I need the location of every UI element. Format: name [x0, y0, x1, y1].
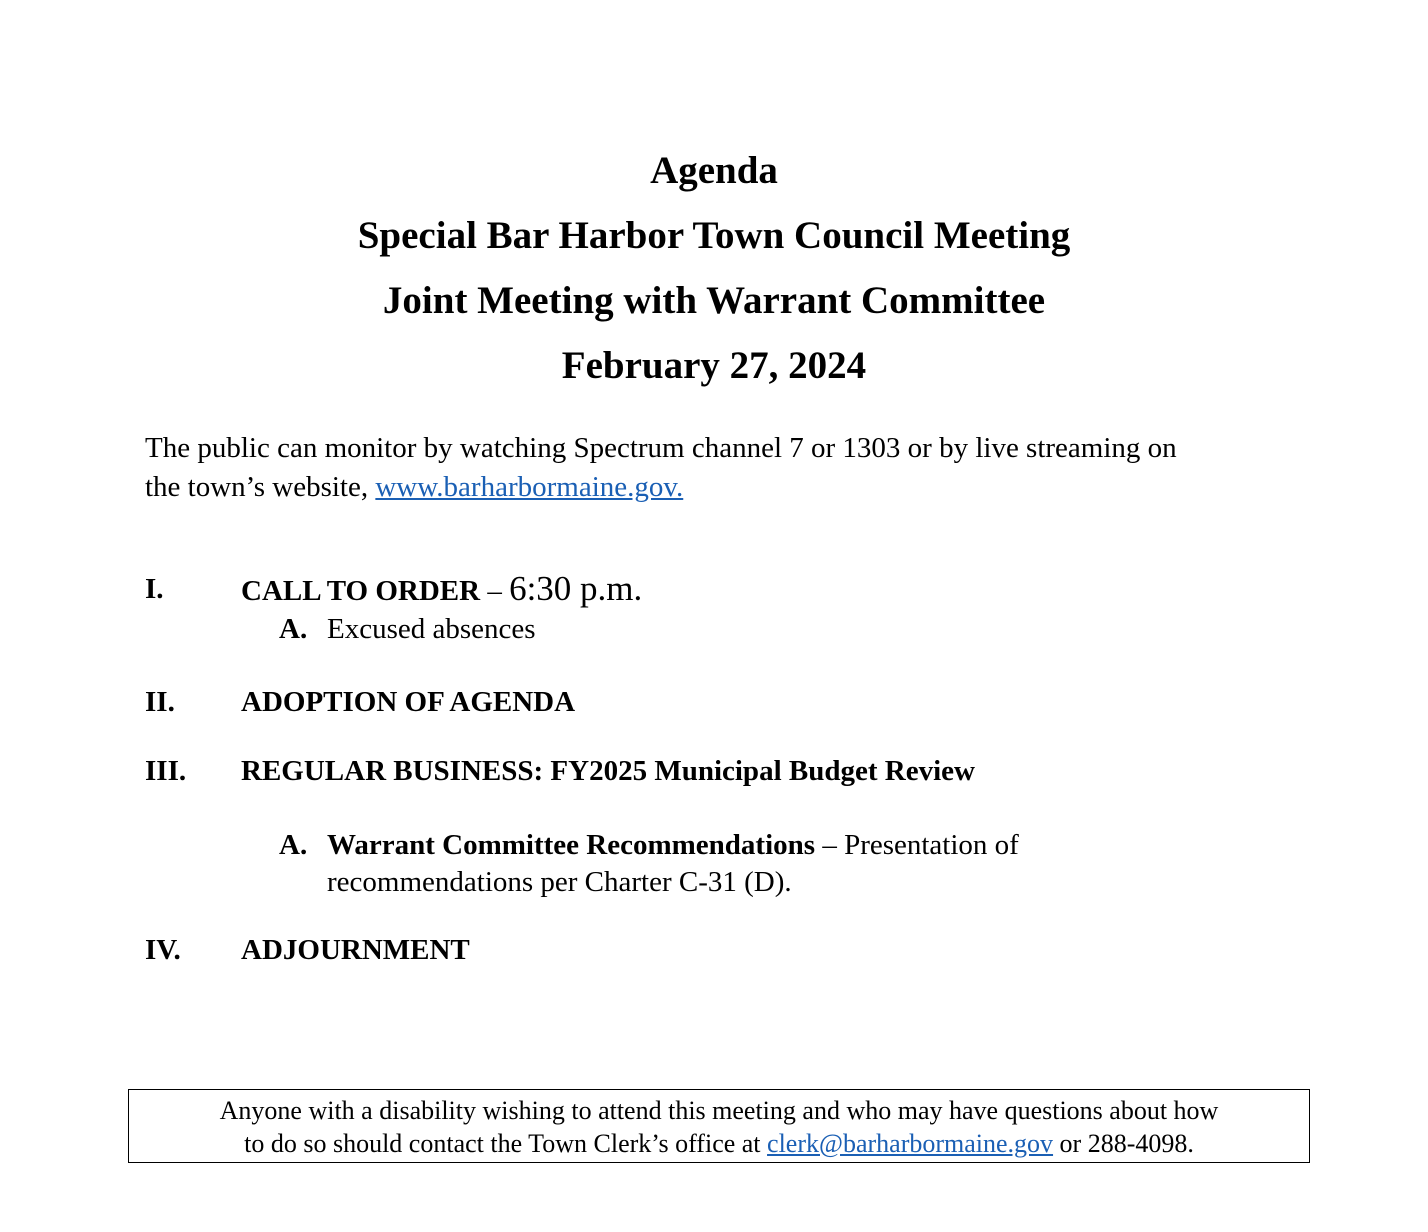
intro-text-line2: the town’s website, — [145, 471, 376, 503]
item-heading — [241, 570, 642, 610]
document-title: Agenda — [650, 149, 778, 192]
item-numeral: III. — [145, 755, 187, 787]
item-numeral: II. — [145, 686, 175, 718]
item-numeral: I. — [145, 573, 164, 605]
clerk-email-link[interactable]: clerk@barharbormaine.gov — [767, 1129, 1054, 1158]
item-dash: – — [480, 575, 510, 607]
notice-line1: Anyone with a disability wishing to attend this meeting and who may have questions about how — [219, 1096, 1219, 1125]
intro-text-line1: The public can monitor by watching Spectrum channel 7 or 1303 or by live streaming on — [145, 432, 1177, 464]
sub-item-warrant-recommendations — [279, 827, 1179, 907]
notice-line2-prefix: to do so should contact the Town Clerk’s office at — [244, 1129, 768, 1158]
sub-item-heading: Warrant Committee Recommendations — [327, 829, 816, 861]
item-title: ADJOURNMENT — [241, 934, 470, 966]
intro-paragraph — [145, 429, 1305, 507]
meeting-subtitle: Joint Meeting with Warrant Committee — [382, 279, 1046, 322]
sub-item-description-line1: – Presentation of — [815, 829, 1019, 861]
item-time: 6:30 p.m. — [509, 569, 643, 608]
meeting-name: Special Bar Harbor Town Council Meeting — [357, 214, 1071, 257]
item-numeral: IV. — [145, 934, 181, 966]
notice-line2-suffix: or 288-4098. — [1053, 1129, 1194, 1158]
item-title: ADOPTION OF AGENDA — [241, 686, 576, 718]
sub-item-letter: A. — [279, 829, 308, 861]
sub-item-text: Excused absences — [327, 613, 536, 645]
sub-item-description-line2: recommendations per Charter C-31 (D). — [327, 866, 792, 898]
notice-line2 — [129, 1127, 1309, 1160]
item-title: REGULAR BUSINESS: FY2025 Municipal Budget Review — [241, 755, 975, 787]
meeting-date: February 27, 2024 — [561, 344, 867, 387]
title-block — [0, 138, 1428, 398]
website-link[interactable]: www.barharbormaine.gov. — [375, 471, 684, 503]
accessibility-notice-box — [128, 1089, 1310, 1163]
sub-item-text — [327, 827, 1019, 901]
item-title: CALL TO ORDER — [241, 575, 481, 607]
sub-item-letter: A. — [279, 613, 308, 645]
